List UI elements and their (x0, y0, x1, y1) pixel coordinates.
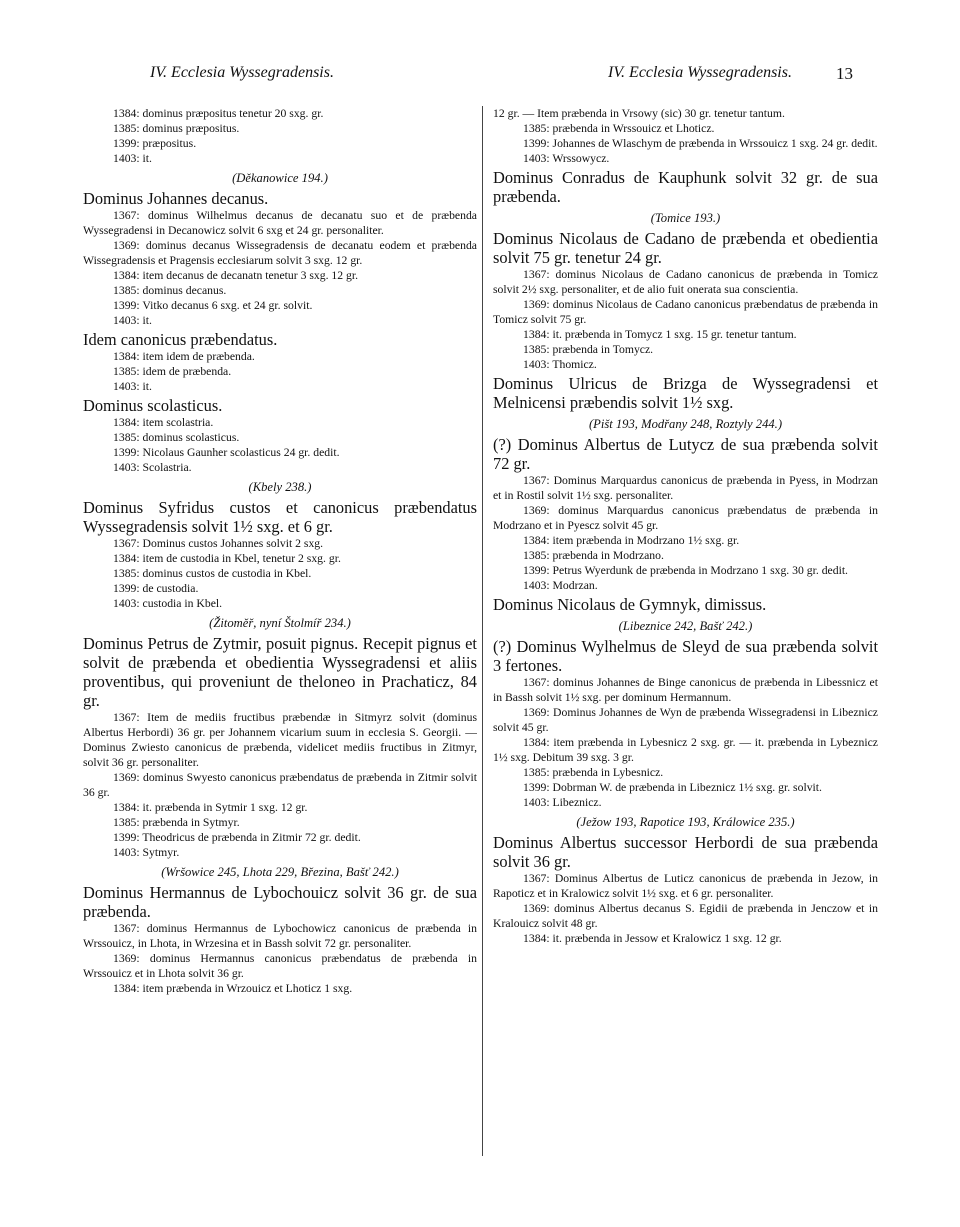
record-line: 1384: item de custodia in Kbel, tenetur 2 sxg. gr. (113, 552, 341, 565)
entry-heading: Dominus scolasticus. (83, 396, 223, 415)
left-running-head: IV. Ecclesia Wyssegradensis. (150, 64, 334, 81)
record-paragraph: 1369: Dominus Johannes de Wyn de præbenda Wissegradensi in Libeznicz solvit 45 gr. (493, 706, 878, 734)
record-paragraph: 1399: Theodricus de præbenda in Zitmir 72 gr. dedit. (113, 831, 361, 844)
entry-heading: Dominus Ulricus de Brizga de Wyssegradensi et Melnicensi præbendis solvit 1½ sxg. (493, 374, 878, 412)
record-line: 1403: it. (113, 152, 152, 165)
location-note: (Wršowice 245, Lhota 229, Březina, Bašť 242.) (161, 865, 399, 879)
record-line: 1403: Modrzan. (523, 579, 598, 592)
record-line: 1403: custodia in Kbel. (113, 597, 223, 610)
record-line: 1385: præbenda in Tomycz. (523, 343, 654, 356)
record-line: 1403: Wrssowycz. (523, 152, 610, 165)
right-column (493, 106, 878, 1203)
record-line: 1385: præbenda in Wrssouicz et Lhoticz. (523, 122, 715, 135)
entry-heading: (?) Dominus Albertus de Lutycz de sua præbenda solvit 72 gr. (493, 435, 878, 473)
record-line: 1384: item præbenda in Modrzano 1½ sxg. gr. (523, 534, 740, 547)
record-paragraph: 1367: dominus Hermannus de Lybochowicz canonicus de præbenda in Wrssouicz, in Lhota, in Wrzesina et in Bassh solvit 72 gr. personaliter. (83, 922, 477, 950)
entry-heading: Dominus Syfridus custos et canonicus præbendatus Wyssegradensis solvit 1½ sxg. et 6 gr. (83, 498, 477, 536)
column-divider (482, 106, 483, 1156)
record-line: 1384: item idem de præbenda. (113, 350, 255, 363)
record-continuation: 12 gr. — Item præbenda in Vrsowy (sic) 30 gr. tenetur tantum. (493, 107, 785, 120)
record-line: 1385: dominus decanus. (113, 284, 227, 297)
record-line: 1384: dominus præpositus tenetur 20 sxg. gr. (113, 107, 324, 120)
record-paragraph: 1399: Dobrman W. de præbenda in Libeznicz 1½ sxg. gr. solvit. (523, 781, 822, 794)
record-paragraph: 1367: Dominus Albertus de Luticz canonicus de præbenda in Jezow, in Rapoticz et in Kralowicz solvit 1½ sxg. et 6 gr. personaliter. (493, 872, 878, 900)
record-paragraph: 1367: Item de mediis fructibus præbendæ in Sitmyrz solvit (dominus Albertus Herbordi) 36 gr. per Johannem vicarium suum in ecclesia S. Georgii. — Dominus Zwiesto canonicus de præbenda, videlicet mediis fructibus in Zitmyr, solvit 36 gr. personaliter. (83, 711, 477, 769)
record-paragraph: 1369: dominus Hermannus canonicus præbendatus de præbenda in Wrssouicz et in Lhota solvit 36 gr. (83, 952, 477, 980)
record-line: 1384: item præbenda in Wrzouicz et Lhoticz 1 sxg. (113, 982, 353, 995)
entry-heading: Dominus Nicolaus de Cadano de præbenda et obedientia solvit 75 gr. tenetur 24 gr. (493, 229, 878, 267)
record-line: 1399: præpositus. (113, 137, 197, 150)
entry-heading: Idem canonicus præbendatus. (83, 330, 278, 349)
record-line: 1403: it. (113, 314, 152, 327)
record-line: 1385: dominus scolasticus. (113, 431, 240, 444)
record-paragraph: 1367: Dominus Marquardus canonicus de præbenda in Pyess, in Modrzan et in Rostil solvit 1½ sxg. personaliter. (493, 474, 878, 502)
record-paragraph: 1369: dominus decanus Wissegradensis de decanatu eodem et præbenda Wissegradensis et Pragensis ecclesiarum solvit 3 sxg. 12 gr. (83, 239, 477, 267)
record-paragraph: 1367: dominus Wilhelmus decanus de decanatu suo et de præbenda Wyssegradensi in Decanowicz solvit 6 sxg et 24 gr. personaliter. (83, 209, 477, 237)
record-line: 1403: Thomicz. (523, 358, 597, 371)
record-paragraph: 1369: dominus Marquardus canonicus præbendatus de præbenda in Modrzano et in Pyescz solvit 45 gr. (493, 504, 878, 532)
left-column (83, 106, 477, 1203)
record-line: 1367: Dominus custos Johannes solvit 2 sxg. (113, 537, 324, 550)
right-running-head: IV. Ecclesia Wyssegradensis. (608, 64, 792, 81)
entry-heading: Dominus Conradus de Kauphunk solvit 32 gr. de sua præbenda. (493, 168, 878, 206)
record-paragraph: 1384: item præbenda in Lybesnicz 2 sxg. gr. — it. præbenda in Lybeznicz 1½ sxg. Debitum 39 sxg. 3 gr. (493, 736, 878, 764)
record-line: 1385: dominus custos de custodia in Kbel. (113, 567, 312, 580)
location-note: (Libeznice 242, Bašť 242.) (618, 619, 753, 633)
entry-heading: Dominus Petrus de Zytmir, posuit pignus. Recepit pignus et solvit de præbenda et obedientia Wyssegradensi et aliis proventibus, qui proveniunt de theloneo in Prachaticz, 84 gr. (83, 634, 477, 710)
location-note: (Tomice 193.) (650, 211, 721, 225)
location-note: (Ježow 193, Rapotice 193, Králowice 235.) (576, 815, 795, 829)
record-line: 1399: Nicolaus Gaunher scolasticus 24 gr. dedit. (113, 446, 340, 459)
record-line: 1385: idem de præbenda. (113, 365, 232, 378)
entry-heading: Dominus Johannes decanus. (83, 189, 269, 208)
record-line: 1403: Scolastria. (113, 461, 192, 474)
entry-heading: (?) Dominus Wylhelmus de Sleyd de sua præbenda solvit 3 fertones. (493, 637, 878, 675)
location-note: (Žitoměř, nyní Štolmíř 234.) (209, 616, 351, 630)
entry-heading: Dominus Albertus successor Herbordi de sua præbenda solvit 36 gr. (493, 833, 878, 871)
entry-heading: Dominus Hermannus de Lybochouicz solvit 36 gr. de sua præbenda. (83, 883, 477, 921)
record-paragraph: 1399: Johannes de Wlaschym de præbenda in Wrssouicz 1 sxg. 24 gr. dedit. (523, 137, 878, 150)
record-line: 1385: dominus præpositus. (113, 122, 240, 135)
record-line: 1403: Libeznicz. (523, 796, 602, 809)
record-line: 1385: præbenda in Lybesnicz. (523, 766, 664, 779)
record-paragraph: 1369: dominus Albertus decanus S. Egidii de præbenda in Jenczow et in Kralouicz solvit 48 gr. (493, 902, 878, 930)
record-line: 1384: item scolastria. (113, 416, 214, 429)
page-number: 13 (836, 64, 853, 83)
location-note: (Kbely 238.) (248, 480, 312, 494)
record-line: 1399: de custodia. (113, 582, 199, 595)
record-line: 1403: it. (113, 380, 152, 393)
entry-heading: Dominus Nicolaus de Gymnyk, dimissus. (493, 595, 767, 614)
location-note: (Děkanowice 194.) (232, 171, 328, 185)
record-paragraph: 1384: item decanus de decanatn tenetur 3 sxg. 12 gr. (113, 269, 359, 282)
record-line: 1384: it. præbenda in Sytmir 1 sxg. 12 gr. (113, 801, 308, 814)
record-line: 1385: præbenda in Modrzano. (523, 549, 664, 562)
record-paragraph: 1367: dominus Johannes de Binge canonicus de præbenda in Libessnicz et in Bassh solvit 1½ sxg. per dominum Hermannum. (493, 676, 878, 704)
record-line: 1399: Vitko decanus 6 sxg. et 24 gr. solvit. (113, 299, 313, 312)
running-header (0, 64, 960, 88)
record-paragraph: 1369: dominus Swyesto canonicus præbendatus de præbenda in Zitmir solvit 36 gr. (83, 771, 477, 799)
record-line: 1385: præbenda in Sytmyr. (113, 816, 240, 829)
record-paragraph: 1384: it. præbenda in Tomycz 1 sxg. 15 gr. tenetur tantum. (523, 328, 797, 341)
record-paragraph: 1399: Petrus Wyerdunk de præbenda in Modrzano 1 sxg. 30 gr. dedit. (523, 564, 848, 577)
record-paragraph: 1369: dominus Nicolaus de Cadano canonicus præbendatus de præbenda in Tomicz solvit 75 gr. (493, 298, 878, 326)
record-line: 1403: Sytmyr. (113, 846, 180, 859)
record-paragraph: 1367: dominus Nicolaus de Cadano canonicus de præbenda in Tomicz solvit 2½ sxg. personaliter, et de alio fuit onerata sua conscientia. (493, 268, 878, 296)
location-note: (Pišt 193, Modřany 248, Roztyly 244.) (588, 417, 783, 431)
record-paragraph: 1384: it. præbenda in Jessow et Kralowicz 1 sxg. 12 gr. (523, 932, 782, 945)
